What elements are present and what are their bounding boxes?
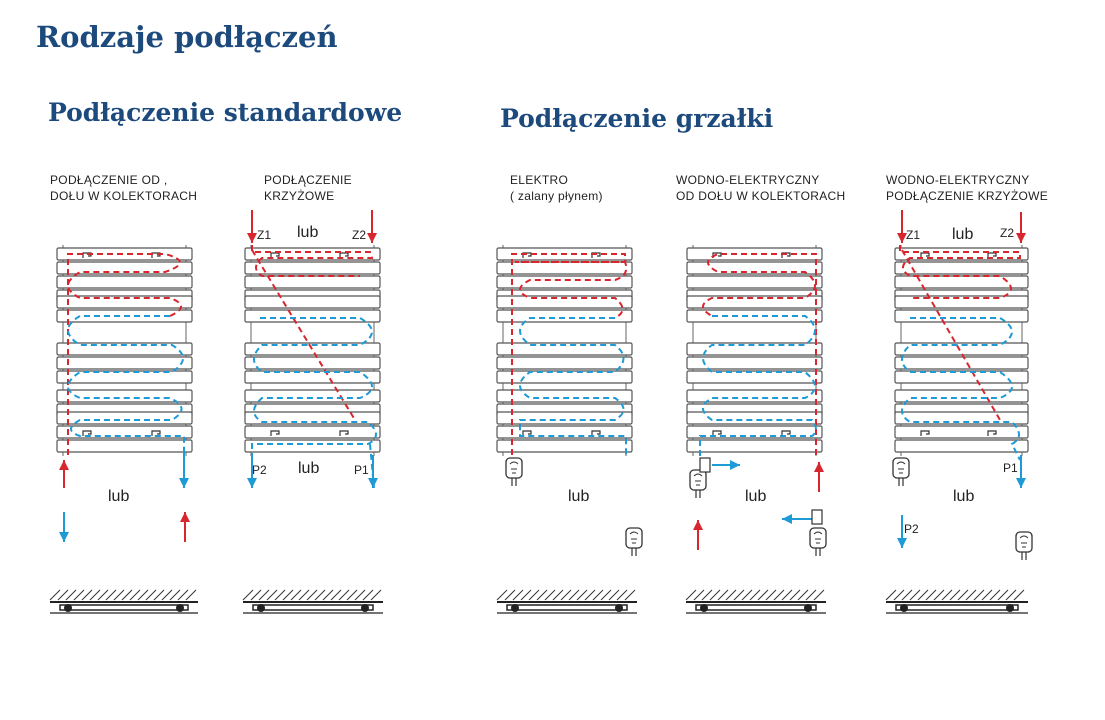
heater-icon [810, 528, 826, 548]
wall-hatch [982, 590, 992, 600]
wall-hatch [782, 590, 792, 600]
radiator-side [896, 605, 1018, 610]
wall-hatch [138, 590, 148, 600]
wall-hatch [958, 590, 968, 600]
return-arrow [247, 478, 257, 488]
wall-hatch [106, 590, 116, 600]
wall-hatch [918, 590, 928, 600]
wall-hatch [750, 590, 760, 600]
radiator-bar [245, 276, 380, 288]
wall-hatch [950, 590, 960, 600]
lub-label: lub [953, 488, 975, 505]
heater-icon [1022, 552, 1026, 560]
radiator-bar [895, 357, 1028, 369]
radiator-side [507, 605, 627, 610]
radiator-bar [497, 262, 632, 274]
p1-label: P1 [1003, 461, 1018, 475]
radiator-bar [245, 296, 380, 308]
radiator-bar [497, 440, 632, 452]
radiator-bar [687, 276, 822, 288]
return-arrow [782, 514, 792, 524]
wall-hatch [331, 590, 341, 600]
wall-hatch [894, 590, 904, 600]
heater-icon [632, 548, 636, 556]
wall-hatch [806, 590, 816, 600]
supply-arrow [814, 462, 824, 472]
radiator-bar [895, 440, 1028, 452]
wall-hatch [82, 590, 92, 600]
mount-bracket [1006, 604, 1014, 612]
wall-hatch [50, 590, 60, 600]
wall-hatch [774, 590, 784, 600]
wall-hatch [625, 590, 635, 600]
wall-hatch [593, 590, 603, 600]
wall-hatch [545, 590, 555, 600]
radiator-bar [245, 357, 380, 369]
supply-arrow [59, 460, 69, 470]
z2-label: Z2 [1000, 226, 1015, 240]
wall-hatch [990, 590, 1000, 600]
wall-hatch [186, 590, 196, 600]
caption-bottom-collectors: PODŁĄCZENIE OD , DOŁU W KOLEKTORACH [50, 173, 198, 203]
mount-bracket [804, 604, 812, 612]
wall-hatch [998, 590, 1008, 600]
radiator-bar [57, 440, 192, 452]
mount-bracket [257, 604, 265, 612]
radiator-bar [687, 412, 822, 424]
wall-hatch [1014, 590, 1024, 600]
radiator-bar [497, 412, 632, 424]
wall-hatch [934, 590, 944, 600]
wall-hatch [291, 590, 301, 600]
radiator-bar [895, 276, 1028, 288]
mount-bracket [700, 604, 708, 612]
wall-hatch [513, 590, 523, 600]
mount-bracket [176, 604, 184, 612]
supply-arrow [897, 233, 907, 243]
wall-hatch [363, 590, 373, 600]
heater-connector [812, 510, 822, 524]
wall-hatch [299, 590, 309, 600]
wall-hatch [577, 590, 587, 600]
wall-hatch [98, 590, 108, 600]
caption-water-electric-bottom: WODNO-ELEKTRYCZNY OD DOŁU W KOLEKTORACH [676, 173, 846, 203]
radiator-side [696, 605, 816, 610]
mount-bracket [511, 604, 519, 612]
wall-hatch [323, 590, 333, 600]
wall-hatch [146, 590, 156, 600]
wall-hatch [742, 590, 752, 600]
wall-hatch [702, 590, 712, 600]
wall-hatch [355, 590, 365, 600]
heater-icon [893, 458, 909, 478]
wall-hatch [718, 590, 728, 600]
wall-hatch [529, 590, 539, 600]
wall-hatch [798, 590, 808, 600]
caption-water-electric-cross: WODNO-ELEKTRYCZNY PODŁĄCZENIE KRZYŻOWE [886, 173, 1049, 203]
radiator-bar [895, 310, 1028, 322]
wall-hatch [609, 590, 619, 600]
heater-icon [626, 528, 642, 548]
return-arrow [730, 460, 740, 470]
return-flow-path [252, 318, 376, 460]
section-title-heater: Podłączenie grzałki [500, 104, 774, 133]
mount-bracket [900, 604, 908, 612]
wall-hatch [497, 590, 507, 600]
supply-arrow [1016, 233, 1026, 243]
radiator-bar [687, 440, 822, 452]
wall-hatch [553, 590, 563, 600]
return-arrow [368, 478, 378, 488]
heater-icon [1016, 532, 1032, 552]
return-flow-path [902, 318, 1020, 460]
wall-hatch [178, 590, 188, 600]
wall-hatch [942, 590, 952, 600]
wall-hatch [926, 590, 936, 600]
radiator-bar [245, 390, 380, 402]
lub-label: lub [745, 488, 767, 505]
heater-icon [690, 470, 706, 490]
mount-bracket [361, 604, 369, 612]
wall-hatch [307, 590, 317, 600]
caption-cross: PODŁĄCZENIE KRZYŻOWE [264, 173, 352, 203]
heater-icon [512, 478, 516, 486]
radiator-bar [497, 357, 632, 369]
radiator-bar [497, 276, 632, 288]
radiator-side [253, 605, 373, 610]
wall-hatch [734, 590, 744, 600]
wall-hatch [569, 590, 579, 600]
supply-arrow [693, 520, 703, 530]
radiator-bar [245, 440, 380, 452]
wall-hatch [130, 590, 140, 600]
mount-bracket [615, 604, 623, 612]
wall-hatch [686, 590, 696, 600]
wall-hatch [243, 590, 253, 600]
wall-hatch [974, 590, 984, 600]
wall-hatch [259, 590, 269, 600]
wall-hatch [902, 590, 912, 600]
heater-icon [816, 548, 820, 556]
lub-label: lub [952, 226, 974, 243]
wall-hatch [814, 590, 824, 600]
z1-label: Z1 [257, 228, 272, 242]
wall-hatch [339, 590, 349, 600]
wall-hatch [966, 590, 976, 600]
wall-hatch [154, 590, 164, 600]
wall-hatch [114, 590, 124, 600]
radiator-bar [687, 357, 822, 369]
radiator-side [60, 605, 188, 610]
wall-hatch [66, 590, 76, 600]
supply-arrow [367, 233, 377, 243]
wall-hatch [758, 590, 768, 600]
radiator-bar [57, 276, 192, 288]
wall-hatch [521, 590, 531, 600]
wall-hatch [617, 590, 627, 600]
return-arrow [1016, 478, 1026, 488]
return-arrow [59, 532, 69, 542]
radiator-bar [57, 357, 192, 369]
wall-hatch [90, 590, 100, 600]
lub-label: lub [568, 488, 590, 505]
supply-arrow [180, 512, 190, 522]
wall-hatch [371, 590, 381, 600]
p2-label: P2 [904, 522, 919, 536]
radiator-bar [245, 310, 380, 322]
heater-icon [696, 490, 700, 498]
wall-hatch [275, 590, 285, 600]
wall-hatch [74, 590, 84, 600]
wall-hatch [283, 590, 293, 600]
wall-hatch [315, 590, 325, 600]
wall-hatch [710, 590, 720, 600]
wall-hatch [537, 590, 547, 600]
radiator-bar [895, 426, 1028, 438]
radiator-bar [497, 310, 632, 322]
wall-hatch [251, 590, 261, 600]
wall-hatch [170, 590, 180, 600]
z1-label: Z1 [906, 228, 921, 242]
heater-connector [700, 458, 710, 472]
p1-label: P1 [354, 463, 369, 477]
supply-arrow [247, 233, 257, 243]
wall-hatch [267, 590, 277, 600]
mount-bracket [64, 604, 72, 612]
lub-label: lub [297, 224, 319, 241]
radiator-bar [497, 390, 632, 402]
page-title: Rodzaje podłączeń [36, 20, 338, 54]
wall-hatch [910, 590, 920, 600]
lub-label: lub [108, 488, 130, 505]
caption-electro: ELEKTRO ( zalany płynem) [510, 173, 603, 203]
section-title-standard: Podłączenie standardowe [48, 98, 403, 127]
wall-hatch [122, 590, 132, 600]
wall-hatch [766, 590, 776, 600]
wall-hatch [561, 590, 571, 600]
radiator-bar [895, 390, 1028, 402]
z2-label: Z2 [352, 228, 367, 242]
wall-hatch [694, 590, 704, 600]
return-arrow [179, 478, 189, 488]
p2-label: P2 [252, 463, 267, 477]
radiator-bar [245, 426, 380, 438]
radiator-bar [57, 426, 192, 438]
wall-hatch [162, 590, 172, 600]
wall-hatch [1006, 590, 1016, 600]
wall-hatch [790, 590, 800, 600]
return-arrow [897, 538, 907, 548]
lub-label: lub [298, 460, 320, 477]
wall-hatch [601, 590, 611, 600]
wall-hatch [585, 590, 595, 600]
wall-hatch [347, 590, 357, 600]
wall-hatch [505, 590, 515, 600]
heater-icon [506, 458, 522, 478]
wall-hatch [886, 590, 896, 600]
wall-hatch [58, 590, 68, 600]
heater-icon [899, 478, 903, 486]
wall-hatch [726, 590, 736, 600]
